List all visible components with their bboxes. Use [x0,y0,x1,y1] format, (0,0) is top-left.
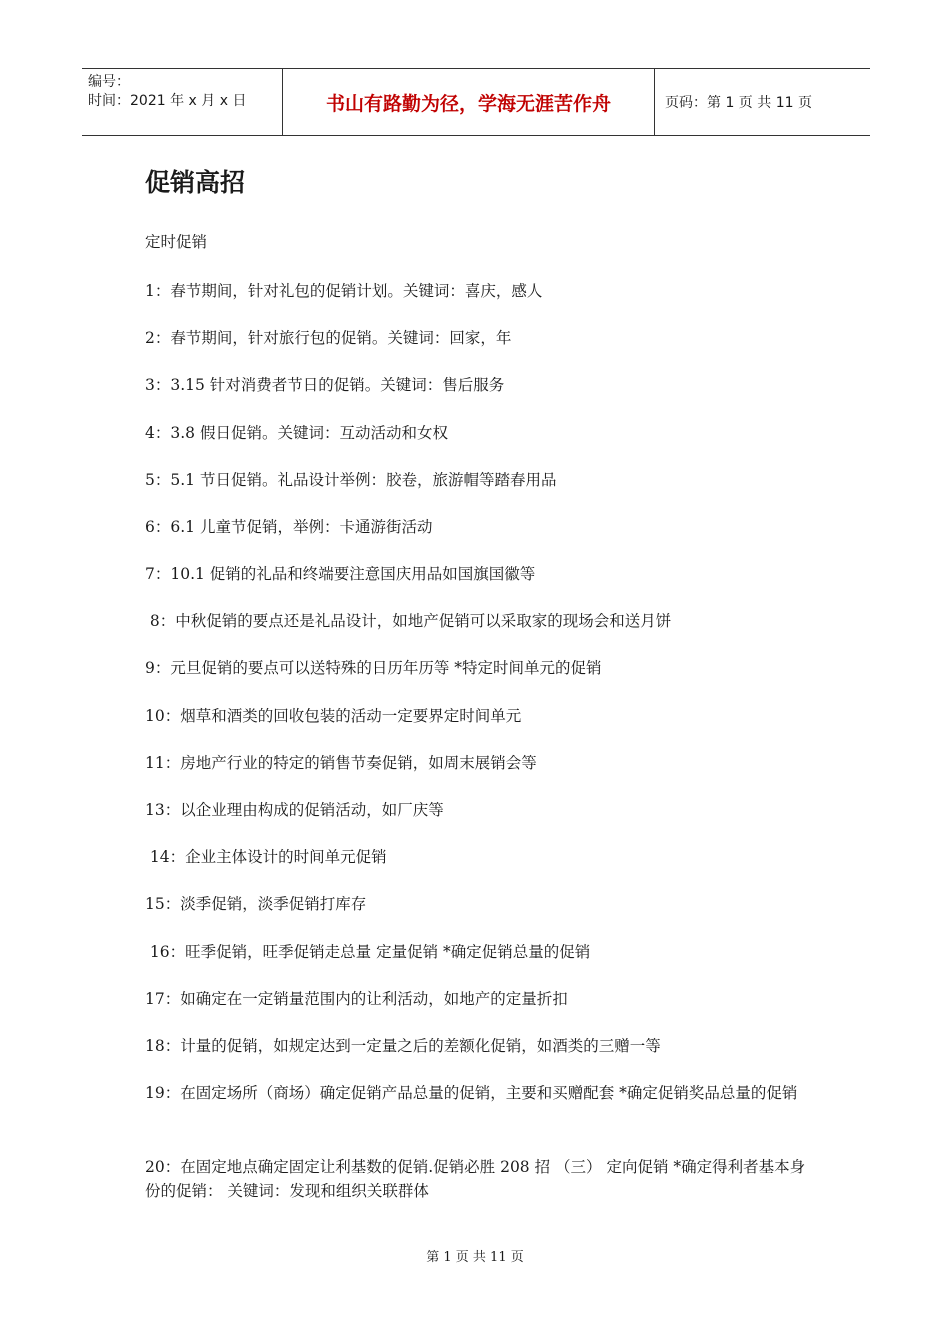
page-footer: 第 1 页 共 11 页 [426,1250,524,1265]
list-item: 13：以企业理由构成的促销活动，如厂庆等 [145,801,444,819]
list-item: 14：企业主体设计的时间单元促销 [145,848,387,866]
list-item: 18：计量的促销，如规定达到一定量之后的差额化促销，如酒类的三赠一等 [145,1037,661,1055]
list-item: 8：中秋促销的要点还是礼品设计，如地产促销可以采取家的现场会和送月饼 [145,612,672,630]
list-item: 10：烟草和酒类的回收包装的活动一定要界定时间单元 [145,707,522,725]
list-item: 17：如确定在一定销量范围内的让利活动，如地产的定量折扣 [145,990,568,1008]
list-item: 2：春节期间，针对旅行包的促销。关键词：回家，年 [145,329,512,347]
header-table [82,68,870,136]
list-item: 6：6.1 儿童节促销，举例：卡通游街活动 [145,518,433,536]
list-item: 20：在固定地点确定固定让利基数的促销.促销必胜 208 招 （三） 定向促销 *确定得利者基本身份的促销： 关键词：发现和组织关联群体 [145,1158,806,1200]
list-item: 9：元旦促销的要点可以送特殊的日历年历等 *特定时间单元的促销 [145,659,602,677]
header-slogan: 书山有路勤为径，学海无涯苦作舟 [282,69,655,135]
document-title: 促销高招 [145,168,246,197]
list-item: 1：春节期间，针对礼包的促销计划。关键词：喜庆，感人 [145,282,543,300]
document-number-label: 编号： [88,74,130,90]
list-item: 7：10.1 促销的礼品和终端要注意国庆用品如国旗国徽等 [145,565,536,583]
list-item: 4：3.8 假日促销。关键词：互动活动和女权 [145,424,448,442]
section-heading: 定时促销 [145,233,208,251]
list-item: 15：淡季促销，淡季促销打库存 [145,895,367,913]
list-item: 16：旺季促销，旺季促销走总量 定量促销 *确定促销总量的促销 [145,943,591,961]
header-left-cell [82,69,282,135]
list-item: 11：房地产行业的特定的销售节奏促销，如周末展销会等 [145,754,537,772]
document-time-label: 时间：2021 年 x 月 x 日 [88,93,247,109]
list-item: 5：5.1 节日促销。礼品设计举例：胶卷，旅游帽等踏春用品 [145,471,557,489]
list-item: 3：3.15 针对消费者节日的促销。关键词：售后服务 [145,376,505,394]
list-item: 19：在固定场所（商场）确定促销产品总量的促销，主要和买赠配套 *确定促销奖品总量的促销 [145,1084,798,1102]
header-page-label: 页码：第 1 页 共 11 页 [665,95,812,111]
